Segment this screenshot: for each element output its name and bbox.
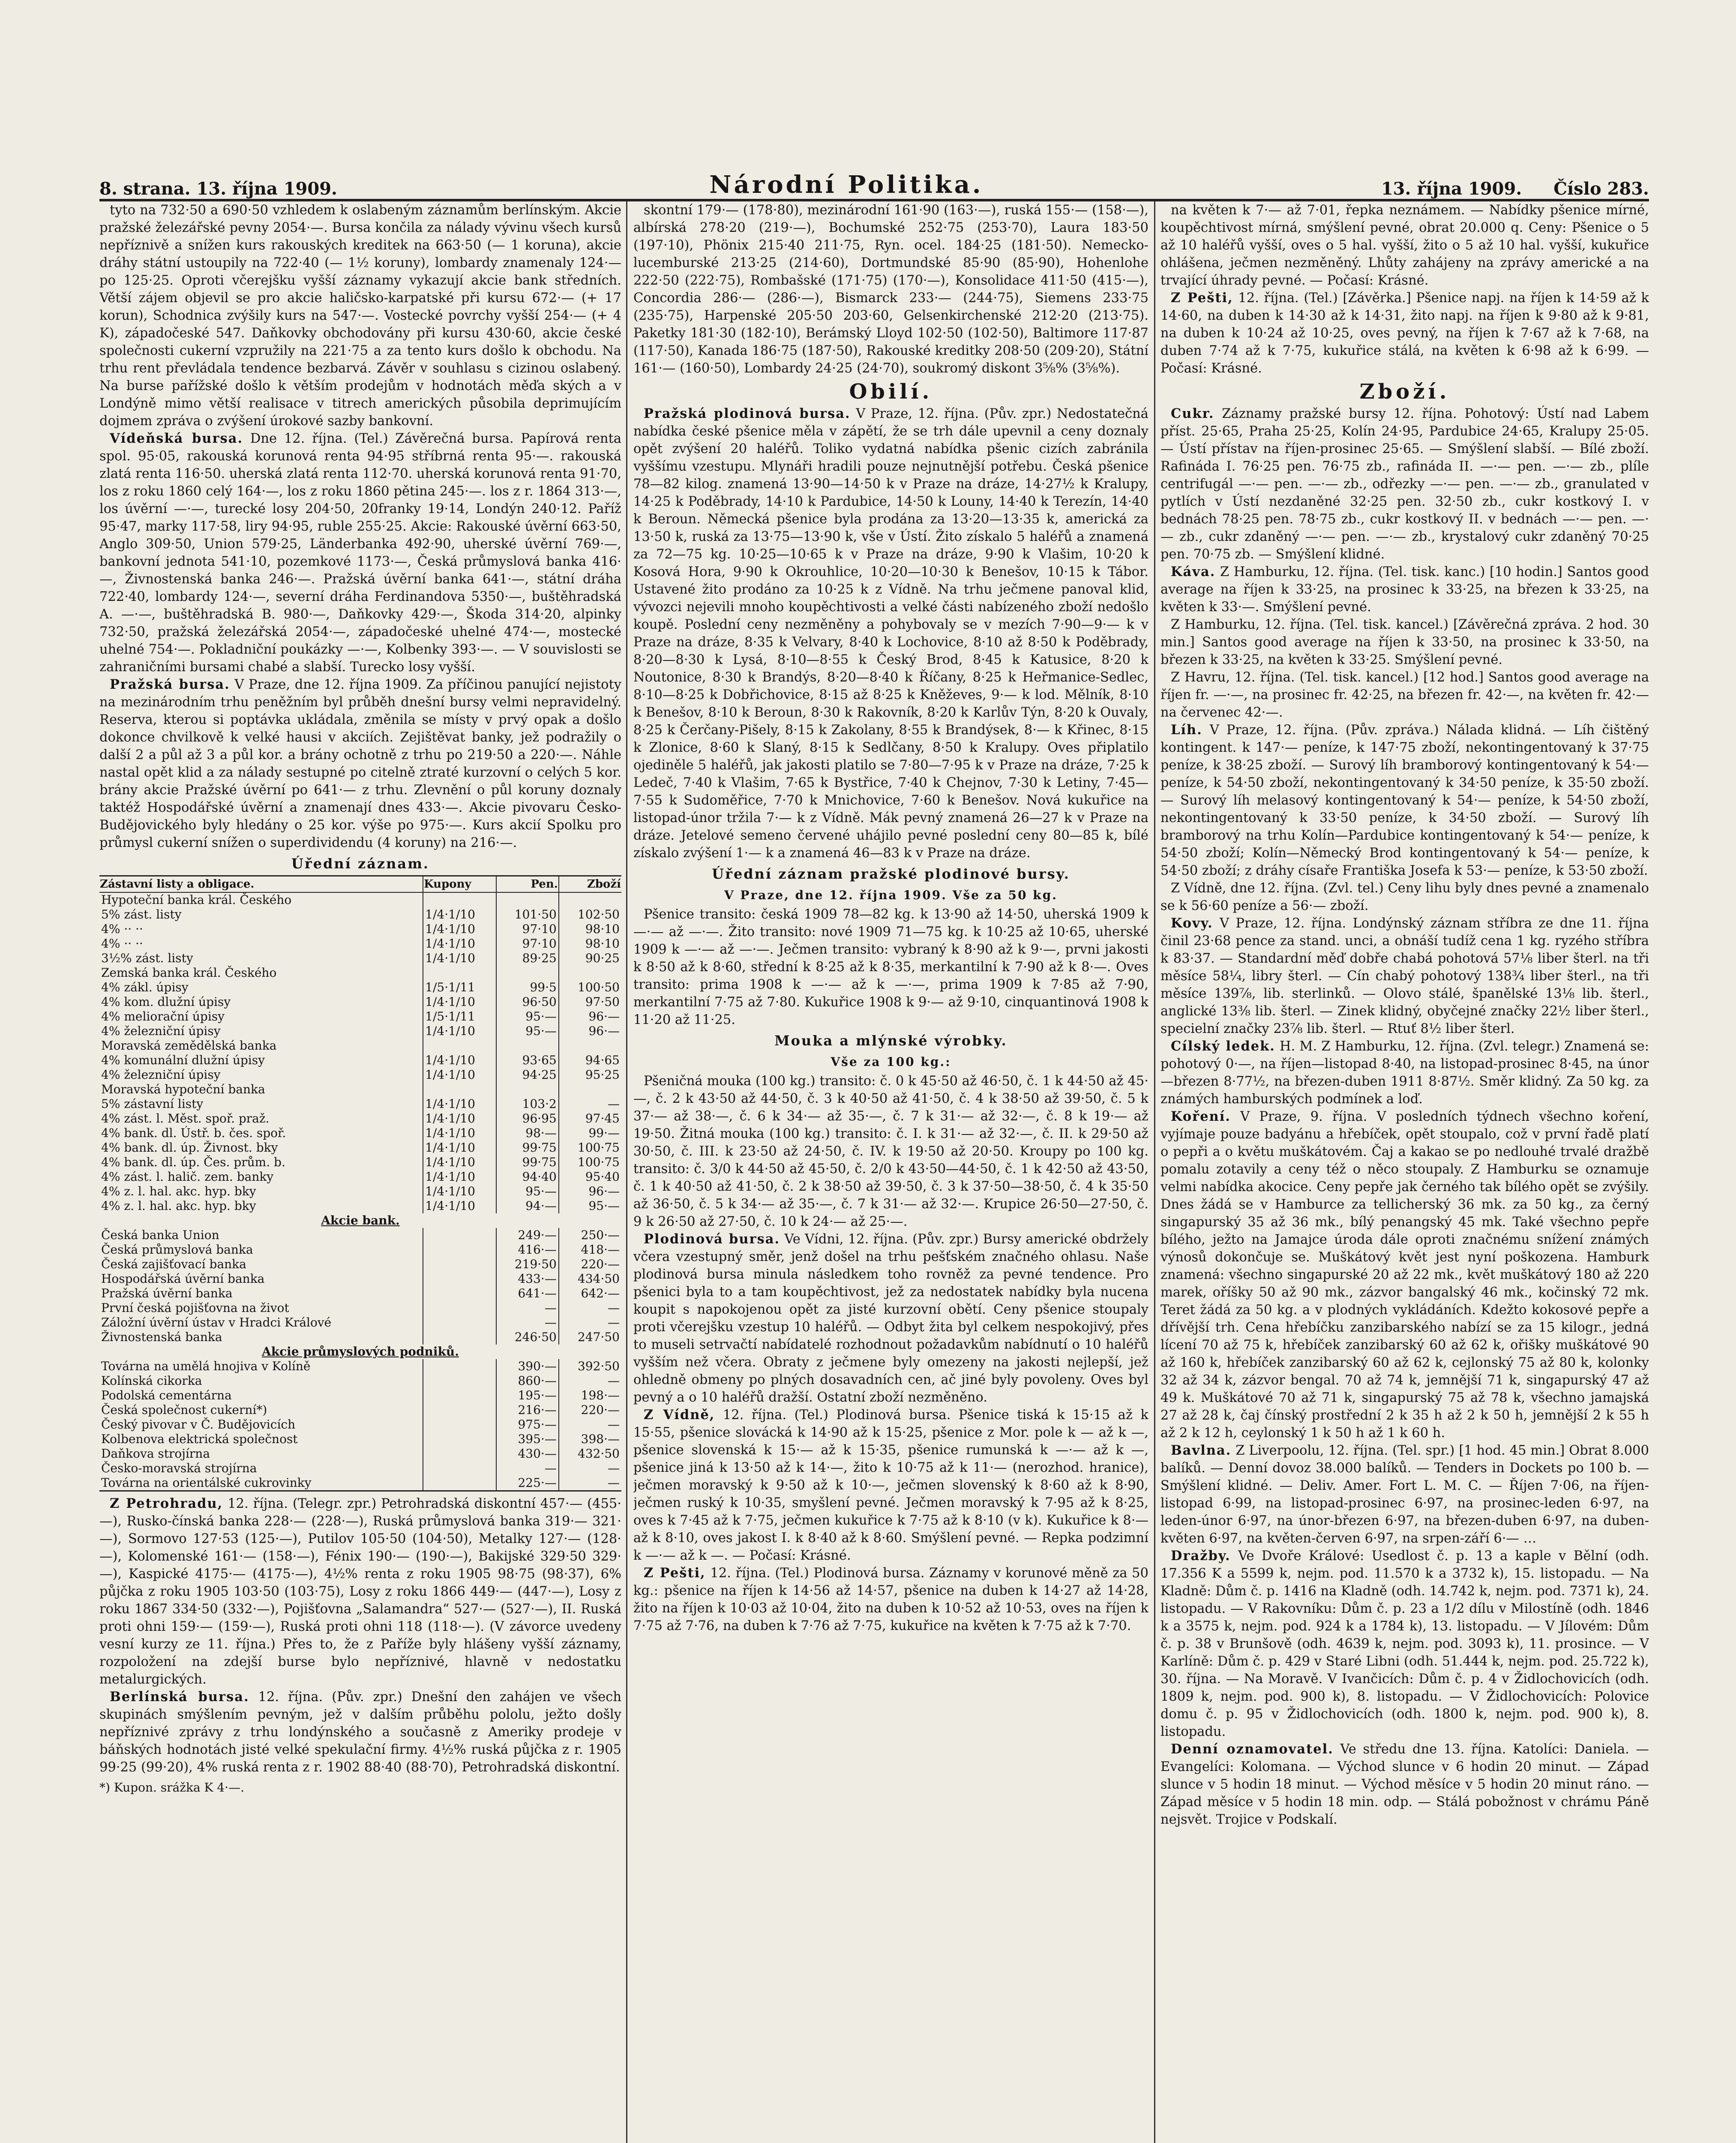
cotton-heading: Bavlna. — [1171, 1443, 1232, 1458]
vidne-heading: Z Vídně, — [644, 1407, 715, 1423]
prague-bourse-article — [99, 676, 621, 852]
prague-bourse-heading: Pražská bursa. — [110, 677, 230, 692]
security-name-cell: Česká banka Union — [101, 1228, 219, 1242]
coupon-cell — [423, 1315, 496, 1330]
money-price-cell: 95·— — [496, 1009, 559, 1024]
spirit-heading: Líh. — [1171, 722, 1202, 738]
table-row — [99, 1286, 621, 1301]
coupon-cell — [423, 1374, 496, 1388]
table-header-row — [99, 876, 621, 893]
coupon-cell — [423, 1417, 496, 1432]
auctions-article — [1160, 1547, 1649, 1741]
table-row — [99, 1038, 621, 1053]
money-price-cell: 225·— — [496, 1476, 559, 1491]
table-row — [99, 1024, 621, 1038]
table-row — [99, 951, 621, 966]
prague-grain-article — [633, 405, 1148, 862]
coupon-cell: 1/4·1/10 — [423, 1184, 496, 1199]
grain-section-heading: Obilí. — [849, 380, 933, 404]
pest-article — [633, 1564, 1148, 1635]
column-3 — [1160, 201, 1649, 2143]
money-price-cell: 97·10 — [496, 936, 559, 951]
goods-price-cell: 398·— — [559, 1432, 621, 1447]
coupon-cell: 1/4·1/10 — [423, 1170, 496, 1184]
security-name-cell: Živnostenská banka — [101, 1330, 222, 1344]
goods-price-cell: — — [559, 1097, 621, 1111]
security-name-cell: 4% zást. l. halič. zem. banky — [101, 1170, 274, 1184]
money-price-cell: 195·— — [496, 1388, 559, 1403]
money-price-cell: 249·— — [496, 1228, 559, 1243]
security-name-cell: 4% ·· ·· — [101, 922, 143, 936]
table-row — [99, 1359, 621, 1374]
money-price-cell: — — [496, 1301, 559, 1315]
table-row — [99, 1403, 621, 1417]
header-right — [1355, 179, 1649, 199]
goods-price-cell: — — [559, 1301, 621, 1315]
goods-price-cell: 96·— — [559, 1009, 621, 1024]
daily-notice-text: Ve středu dne 13. října. Katolíci: Daniela. — Evangelíci: Kolomana. — Východ slunce v 6 hodin 20 minut. — Západ slunce v 5 hodin 18 minut. — Východ měsíce v 5 hodin 20 minut ráno. — Západ měsíce v 5 hodin 18 min. odp. — Stálá pobožnost v chrámu Páně nejsvět. Trojice v Podskalí. — [1160, 1742, 1649, 1827]
security-name-cell: Pražská úvěrní banka — [101, 1286, 233, 1300]
money-price-cell: 93·65 — [496, 1053, 559, 1068]
goods-price-cell: 96·— — [559, 1024, 621, 1038]
table-row — [99, 1155, 621, 1170]
sugar-heading: Cukr. — [1171, 406, 1214, 421]
coupon-cell — [423, 1403, 496, 1417]
money-price-cell: 433·— — [496, 1272, 559, 1286]
coupon-cell: 1/4·1/10 — [423, 1097, 496, 1111]
column-1 — [99, 201, 621, 2143]
security-name-cell: Hypoteční banka král. Českého — [101, 893, 292, 907]
coupon-cell: 1/4·1/10 — [423, 995, 496, 1009]
money-price-cell: 430·— — [496, 1447, 559, 1461]
security-name-cell: Česko-moravská strojírna — [101, 1461, 257, 1475]
table-row — [99, 1111, 621, 1126]
table-row — [99, 1170, 621, 1184]
money-price-cell: 94·40 — [496, 1170, 559, 1184]
issue-number: Číslo 283. — [1553, 179, 1649, 199]
daily-notice-article — [1160, 1741, 1649, 1828]
money-price-cell: 416·— — [496, 1243, 559, 1257]
goods-price-cell: 97·50 — [559, 995, 621, 1009]
goods-price-cell — [559, 1038, 621, 1053]
security-name-cell: 4% bank. dl. úp. Živnost. bky — [101, 1141, 278, 1155]
goods-price-cell: 90·25 — [559, 951, 621, 966]
goods-price-cell — [559, 892, 621, 907]
money-price-cell: 103·2 — [496, 1097, 559, 1111]
money-price-cell: 860·— — [496, 1374, 559, 1388]
coupon-cell: 1/4·1/10 — [423, 951, 496, 966]
security-name-cell: 4% meliorační úpisy — [101, 1009, 225, 1023]
col-header-securities: Zástavní listy a obligace. — [99, 876, 423, 893]
money-price-cell: 94·— — [496, 1199, 559, 1213]
cotton-text: Z Liverpoolu, 12. října. (Tel. spr.) [1 hod. 45 min.] Obrat 8.000 balíků. — Denní dovoz 38.000 balíků. — Tenders in Dockets po 100 b. — Smýšlení klidné. — Deliv. Amer. Fort L. M. C. — Říjen 7·06, na říjen-listopad 6·99, na listopad-prosinec 6·97, na prosinec-leden 6·97, na leden-únor 6·97, na únor-březen 6·97, na březen-duben 6·97, na duben-květen 6·97, na květen-červen 6·97, na srpen-září 6·— … — [1160, 1443, 1649, 1546]
goods-price-cell: 642·— — [559, 1286, 621, 1301]
money-price-cell: 96·95 — [496, 1111, 559, 1126]
daily-notice-heading: Denní oznamovatel. — [1171, 1741, 1334, 1757]
security-name-cell: 4% z. l. hal. akc. hyp. bky — [101, 1199, 256, 1213]
spirit-text: V Praze, 12. října. (Pův. zpráva.) Nálada klidná. — Líh čištěný kontingent. k 147·— peníze, k 147·75 zboží, nekontingentovaný k 37·75 peníze, k 38·25 zboží. — Surový líh bramborový kontingentovaný k 54·— peníze, k 54·50 zboží, nekontingentovaný k 34·50 peníze, k 35·50 zboží. — Surový líh melasový kontingentovaný k 54·— peníze, k 54·50 zboží, nekontingentovaný k 33·50 peníze, k 34·50 zboží. — Surový líh bramborový na trhu Kolín—Pardubice kontingentovaný k 54·— peníze, k 54·50 zboží; Kolín—Německý Brod kontingentovaný k 54·— peníze, k 54·50 zboží; z dráhy císaře Františka Josefa k 53·— peníze, k 53·50 zboží. — [1160, 723, 1649, 878]
auctions-heading: Dražby. — [1171, 1548, 1231, 1564]
col-header-money: Pen. — [496, 876, 559, 893]
metals-heading: Kovy. — [1171, 915, 1213, 931]
goods-price-cell: 418·— — [559, 1243, 621, 1257]
goods-price-cell: — — [559, 1461, 621, 1476]
security-name-cell: 3½% zást. listy — [101, 951, 193, 965]
table-row — [99, 1272, 621, 1286]
table-row — [99, 1082, 621, 1097]
goods-price-cell: 434·50 — [559, 1272, 621, 1286]
pest-heading: Z Pešti, — [644, 1565, 706, 1581]
security-name-cell: 4% kom. dlužní úpisy — [101, 995, 231, 1009]
goods-price-cell: 250·— — [559, 1228, 621, 1243]
quotes-table-body — [99, 892, 621, 1491]
goods-price-cell: 220·— — [559, 1257, 621, 1272]
coupon-cell — [423, 1286, 496, 1301]
petrograd-heading: Z Petrohradu, — [110, 1496, 223, 1511]
coupon-cell — [423, 1461, 496, 1476]
goods-price-cell: 95·— — [559, 1199, 621, 1213]
security-name-cell: Daňkova strojírna — [101, 1447, 210, 1461]
table-row — [99, 1126, 621, 1141]
security-name-cell: 4% železniční úpisy — [101, 1024, 221, 1038]
security-name-cell: 4% komunální dlužní úpisy — [101, 1053, 265, 1067]
money-price-cell: 246·50 — [496, 1330, 559, 1345]
security-name-cell: Kolínská cikorka — [101, 1374, 202, 1388]
column-rule — [1154, 201, 1155, 2143]
vienna-bourse-article — [99, 430, 621, 676]
security-name-cell: Česká průmyslová banka — [101, 1243, 253, 1257]
goods-price-cell: 102·50 — [559, 907, 621, 922]
money-price-cell: 95·— — [496, 1024, 559, 1038]
coupon-cell: 1/4·1/10 — [423, 1024, 496, 1038]
table-row — [99, 1228, 621, 1243]
vienna-bourse-heading: Vídeňská bursa. — [110, 431, 243, 446]
table-group-row — [99, 1213, 621, 1228]
auctions-text: Ve Dvoře Králové: Usedlost č. p. 13 a kaple v Bělní (odh. 17.356 K a 5599 k, nejm. pod. 11.570 k a 3732 k), 15. listopadu. — Na Kladně: Dům č. p. 1416 na Kladně (odh. 14.742 k, nejm. pod. 7371 k), 24. listopadu. — V Rakovníku: Dům č. p. 23 a 1/2 dílu v Milostíně (odh. 1846 k a 3575 k, nejm. pod. 924 k a 1784 k), 13. listopadu. — V Jílovém: Dům č. p. 38 v Brunšově (odh. 4639 k, nejm. pod. 3093 k), 11. prosince. — V Karlíně: Dům č. p. 429 v Staré Libni (odh. 51.444 k, nejm. pod. 25.722 k), 30. října. — Na Moravě. V Ivančicích: Dům č. p. 4 v Židlochovicích (odh. 1809 k, nejm. pod. 900 k), 8. listopadu. — V Židlochovicích: Polovice domu č. p. 95 v Židlochovicích (odh. 1800 k, nejm. pod. 900 k), 8. listopadu. — [1160, 1549, 1649, 1739]
metals-text: V Praze, 12. října. Londýnský záznam stříbra ze dne 11. října činil 23·68 pence za stand. unci, a obnáší tudíž cena 1 kg. ryzého stříbra k 83·37. — Standardní měď dobře chabá pohotová 57⅛ liber šterl. na tři měsíce 58¼, libry šterl. — Cín chabý pohotový 138¾ liber šterl., na tři měsíce 139⅞, lib. sterlinků. — Olovo stálé, španělské 13⅛ lib. šterl., anglické 13⅜ lib. šterl. — Zinek klidný, obyčejné značky 22½ liber šterl., specielní značky 23⅞ lib. šterl. — Rtuť 8½ liber šterl. — [1160, 916, 1649, 1036]
money-price-cell: — — [496, 1315, 559, 1330]
money-price-cell — [496, 892, 559, 907]
money-price-cell: 96·50 — [496, 995, 559, 1009]
coupon-cell: 1/4·1/10 — [423, 907, 496, 922]
vienna-bourse-text: Dne 12. října. (Tel.) Závěrečná bursa. Papírová renta spol. 95·05, rakouská korunová renta 94·95 stříbrná renta 95·—. rakouská zlatá renta 116·50. uherská zlatá renta 112·70. uherská korunová renta 91·70, los z roku 1860 celý 164·—, los z roku 1860 pětina 245·—. los z r. 1864 313·—, los úvěrní —·—, turecké losy 204·50, 20franky 19·14, Londýn 240·12. Paříž 95·47, marky 117·58, liry 94·95, ruble 255·25. Akcie: Rakouské úvěrní 663·50, Anglo 309·50, Union 579·25, Länderbanka 492·90, uherské úvěrní 769·—, bankovní jednota 541·10, pozemkové 1173·—, Česká průmyslová banka 416·—, Živnostenská banka 246·—. Pražská úvěrní banka 641·—, státní dráha 722·40, lombardy 124·—, severní dráha Ferdinandova 5350·—, buštěhradská A. —·—, buštěhradská B. 980·—, Daňkovky 429·—, Škoda 314·20, alpinky 732·50, pražská železářská 2054·—, západočeské uhelné 474·—, mostecké uhelné 754·—. Pokladniční poukázky —·—, Kolbenky 393·—. — V souvislosti se zahraničními bursami chabé a slabší. Turecko losy vyšší. — [99, 431, 621, 675]
goods-price-cell: 99·— — [559, 1126, 621, 1141]
security-name-cell: Moravská zemědělská banka — [101, 1038, 277, 1053]
money-price-cell: 975·— — [496, 1417, 559, 1432]
coupon-cell — [423, 1432, 496, 1447]
money-price-cell: 95·— — [496, 1184, 559, 1199]
coupon-cell: 1/4·1/10 — [423, 1068, 496, 1082]
table-row — [99, 1301, 621, 1315]
coupon-cell — [423, 1447, 496, 1461]
goods-price-cell: 100·75 — [559, 1141, 621, 1155]
spice-text: V Praze, 9. října. V posledních týdnech všechno koření, vyjímaje pouze badyánu a hřebíček, opět stoupalo, což v první řadě platí o pepři a o květu muškátovém. Čaj a kakao se po nedlouhé trvalé dražbě pomalu zotavily a ceny též o něco stoupaly. Z Hamburku se oznamuje velmi nabídka akocice. Ceny pepře jak černého tak bílého opět se zvýšily. Dnes žádá se v Hamburce za tellicherský 36 mk. za 50 kg., za černý singapurský 35 až 36 mk., bílý penangský 45 mk. Také všechno pepře bílého, ježto na Jamajce úroda dále oproti značnému snížení známých výnosů dokončuje se. Muškátový květ jest nyní poškozena. Hamburk znamená: všechno singapurské 20 až 22 mk., květ muškátový 180 až 220 marek, oříšky 50 až 90 mk., zázvor bangalský 46 mk., kočinský 72 mk. Teret žádá za 50 kg. a v plodných vykládáních. Kdežto kokosové pepře a dřívější trh. Cena hřebíčku zanzibarského nabízí se za 15 kilogr., jedná lícení 70 až 75 k, hřebíček zanzibarský 60 až 62 k, ořišky muškátové 90 až 160 k, hřebíček zanzibarský 60 až 62 k, cejlonský 75 až 80 k, kolonky 32 až 34 k, zázvor bengal. 70 až 74 k, jemnější 71 k, singapurský 47 až 49 k. Muškátové 70 až 71 k, singapurský 75 až 78 k, všechno jamajská 27 až 28 k, čaj čínský prostřední 2 k 35 h až 2 k 50 h, jemnější 2 k 55 h až 2 k 12 h, ceylonský 1 k 50 h až 1 k 60 h. — [1160, 1109, 1649, 1441]
coupon-cell: 1/4·1/10 — [423, 1053, 496, 1068]
coupon-cell: 1/5·1/11 — [423, 1009, 496, 1024]
goods-price-cell: 247·50 — [559, 1330, 621, 1345]
flour-text: Pšeničná mouka (100 kg.) transito: č. 0 k 45·50 až 46·50, č. 1 k 44·50 až 45·—, č. 2 k 43·50 až 44·50, č. 3 k 40·50 až 41·50, č. 4 k 38·50 až 39·50, č. 5 k 37·— až 38·—, č. 6 k 34·— až 35·—, č. 7 k 31·— až 32·—, č. 8 k 19·— až 19·50. Žitná mouka (100 kg.) transito: č. I. k 31·— až 32·—, č. II. k 29·50 až 30·50, č. III. k 23·50 až 24·50, č. IV. k 19·50 až 20·50. Kroupy po 100 kg. transito: č. 3/0 k 44·50 až 45·50, č. 2/0 k 43·50—44·50, č. 1 k 42·50 až 43·50, č. 1 k 40·50 až 41·50, č. 2 k 38·50 až 39·50, č. 3 k 37·50—38·50, č. 4 k 35·50 až 36·50, č. 5 k 34·— až 35·—, č. 7 k 31·— až 32·—. Krupice 26·50—27·50, č. 9 k 26·50 až 27·50, č. 10 k 24·— až 25·—. — [633, 1074, 1148, 1229]
security-name-cell: Česká zajišťovací banka — [101, 1257, 246, 1271]
pest-closing-heading: Z Pešti, — [1171, 290, 1233, 306]
security-name-cell: Akcie bank. — [321, 1213, 400, 1228]
table-row — [99, 980, 621, 995]
sugar-article — [1160, 405, 1649, 563]
page-header — [99, 159, 1649, 201]
sugar-text: Záznamy pražské bursy 12. října. Pohotový: Ústí nad Labem příst. 25·65, Praha 25·25, Kolín 24·95, Pardubice 24·65, Kralupy 25·05. — Ústí přístav na říjen-prosinec 25·65. — Smýšlení slabší. — Bílé zboží. Rafináda I. 76·25 pen. 76·75 zb., rafináda II. —·— pen. —·— zb., plíle centrifugál —·— pen. —·— zb., odřezky —·— pen. —·— zb., granulated v pytlích v Ústí nezdaněné 32·25 pen. 32·50 zb., cukr kostkový I. v bednách 78·25 pen. 78·75 zb., cukr kostkový II. v bednách —·— pen. —·— zb., cukr zdaněný —·— pen. —·— zb., krystalový cukr zdaněný 70·25 pen. 70·75 zb. — Smýšlení klidné. — [1160, 406, 1649, 562]
security-name-cell: 4% železniční úpisy — [101, 1068, 221, 1082]
table-row — [99, 922, 621, 936]
table-row — [99, 1053, 621, 1068]
havre-coffee-text: Z Havru, 12. října. (Tel. tisk. kancel.) [12 hod.] Santos good average na říjen fr. —·—, na prosinec fr. 42·25, na březen fr. 42·—, na květen fr. 42·— na červenec 42·—. — [1160, 670, 1649, 720]
table-row — [99, 1243, 621, 1257]
coffee-article — [1160, 563, 1649, 616]
coupon-cell: 1/5·1/11 — [423, 980, 496, 995]
goods-price-cell: — — [559, 1315, 621, 1330]
table-row — [99, 936, 621, 951]
table-row — [99, 1315, 621, 1330]
berlin-heading: Berlínská bursa. — [110, 1689, 249, 1705]
saltpeter-text: H. M. Z Hamburku, 12. října. (Zvl. telegr.) Znamená se: pohotový 0·—, na říjen—listopad 8·40, na listopad-prosinec 8·45, na únor—březen 8·77½, na březen-duben 1911 8·87½. Směr klidný. Za 50 kg. za známých hamburských podmínek a loď. — [1160, 1039, 1649, 1107]
goods-price-cell: 392·50 — [559, 1359, 621, 1374]
cotton-article — [1160, 1442, 1649, 1547]
money-price-cell: 94·25 — [496, 1068, 559, 1082]
money-price-cell — [496, 1038, 559, 1053]
table-row — [99, 892, 621, 907]
vidne-article — [633, 1406, 1148, 1564]
vienna-grain-text: Ve Vídni, 12. října. (Pův. zpr.) Bursy americké obdržely včera vzestupný směr, jenž došel na trhu pešťském značného ohlasu. Naše plodinová bursa minula následkem toho rovněž za pevné tendence. Pro pšenici byla to a tam koupěchtivost, jež za nedostatek nabídky byla nucena koupit s napokojenou opět za jisté kurzovní obětí. Ceny pšenice stoupaly proti včerejšku vzestup 10 haléřů. — Odbyt žita byl celkem nespokojivý, přes to museli setrvačtí nabídatelé rozhodnout požadavkům nabídnutí o 10 haléřů vyšším než včera. Obraty z ječmene byly omezeny na jakosti nejlepší, jež ohledně obmeny po plných dosavadních cen, ač jiné byly povoleny. Oves byl pevný a o 10 haléřů dražší. Ostatní zboží nezměněno. — [633, 1232, 1148, 1405]
metals-article — [1160, 915, 1649, 1038]
coupon-cell — [423, 1301, 496, 1315]
money-price-cell: 99·75 — [496, 1141, 559, 1155]
goods-price-cell: 96·— — [559, 1184, 621, 1199]
prague-grain-text: V Praze, 12. října. (Pův. zpr.) Nedostatečná nabídka české pšenice měla v zápětí, že se trh dále upevnil a ceny doznaly opět zvýšení 20 haléřů. Toliko vydatná nabídka pšenic cizích zabránila vyššímu vzestupu. Mlynáři hradili pouze nejnutnější potřebu. Česká pšenice 78—82 kilog. znamená 13·90—14·50 k v Praze na dráze, 14·27½ k Kralupy, 14·25 k Poděbrady, 14·10 k Pardubice, 14·50 k Louny, 14·40 k Terezín, 14·40 k Beroun. Německá pšenice byla prodána za 13·20—13·35 k, americká za 13·50 k, ruská za 13·75—13·90 k, vše v Ústí. Žito získalo 5 haléřů a znamená za 72—75 kg. 10·25—10·65 k v Praze na dráze, 9·90 k Vlašim, 10·20 k Kosová Hora, 9·90 k Okrouhlice, 10·20—10·30 k Benešov, 10·15 k Tábor. Ustavené žito prodáno za 10·25 k z Vídně. Na trhu ječmene panoval klid, vývozci nejevili mnoho koupěchtivosti a velké části nabízeného zboží nedošlo koupě. Poslední ceny nezměněny a pohybovaly se v mezích 7·90—9·— k v Praze na dráze, 8·35 k Velvary, 8·40 k Lochovice, 8·10 až 8·50 k Poděbrady, 8·20—8·30 k Lysá, 8·10—8·55 k Český Brod, 8·45 k Katusice, 8·20 k Noutonice, 8·30 k Brandýs, 8·20—8·40 k Říčany, 8·25 k Heřmanice-Sedlec, 8·10—8·25 k Dobřichovice, 8·15 až 8·25 k Kněževes, 9·— k lod. Mělník, 8·10 k Benešov, 8·10 k Beroun, 8·30 k Rakovník, 8·20 k Karlův Týn, 8·20 k Ouvaly, 8·25 k Čerčany-Pišely, 8·15 k Zakolany, 8·55 k Brandýsek, 8·— k Křinec, 8·15 k Zlonice, 8·60 k Slaný, 8·15 k Sedlčany, 8·50 k Kralupy. Oves připlatilo ojediněle 5 haléřů, jak jakosti platilo se 7·80—7·95 k v Praze na dráze, 7·25 k Ledeč, 7·40 k Vlašim, 7·65 k Bystřice, 7·40 k Chejnov, 7·30 k Letiny, 7·45—7·55 k Sudoměřice, 7·70 k Mnichovice, 7·60 k Benešov. Nová kukuřice na listopad-únor tržila 7·— k z Vídně. Mák pevný znamená 26—27 k v Praze na dráze. Jetelové semeno červené uhájilo pevné poslední ceny 80—85 k, bílé získalo zvýšení 1·— k a znamená 46—83 k v Praze na dráze. — [633, 406, 1148, 861]
goods-price-cell — [559, 966, 621, 980]
saltpeter-article — [1160, 1038, 1649, 1108]
flour-heading: Mouka a mlýnské výrobky. — [774, 1032, 1007, 1049]
security-name-cell: 4% ·· ·· — [101, 936, 143, 951]
money-price-cell: 99·75 — [496, 1155, 559, 1170]
goods-price-cell: — — [559, 1476, 621, 1491]
table-row — [99, 1199, 621, 1213]
berlin-continued-text: skontní 179·— (178·80), mezinárodní 161·90 (163·—), ruská 155·— (158·—), albírská 278·20 (219·—), Bochumské 252·75 (253·70), Laura 183·50 (197·10), Phönix 215·40 211·75, Ryn. ocel. 184·25 (181·50). Nemecko-lucemburské 213·25 (214·60), Dortmundské 85·90 (85·90), Hohenlohe 222·50 (222·75), Rombašské (171·75) (170·—), Konsolidace 411·50 (415·—), Concordia 286·— (286·—), Bismarck 233·— (244·75), Siemens 233·75 (235·75), Harpenské 205·50 203·60, Gelsenkirchenské 212·20 (213·75). Paketky 181·30 (182·10), Berámský Lloyd 102·50 (102·50), Baltimore 117·87 (117·50), Kanada 186·75 (187·50), Rakouské kreditky 208·50 (209·20), Státní 161·— (160·50), Lombardy 24·25 (24·70), soukromý diskont 3⅝% (3⅝%). — [633, 203, 1148, 376]
goods-price-cell: 97·45 — [559, 1111, 621, 1126]
coupon-cell — [423, 1082, 496, 1097]
table-row — [99, 1447, 621, 1461]
pest-closing-text: 12. října. (Tel.) [Závěrka.] Pšenice napj. na říjen k 14·59 až k 14·60, na duben k 14·30 až k 14·31, žito napj. na říjen k 9·80 až k 9·81, na duben k 10·24 až 10·25, oves pevný, na říjen k 7·67 až k 7·68, na duben 7·74 až k 7·75, kukuřice stálá, na květen k 6·98 až k 6·99. — Počasí: Krásné. — [1160, 291, 1649, 376]
table-row — [99, 1009, 621, 1024]
goods-price-cell: 95·40 — [559, 1170, 621, 1184]
pest-closing-article — [1160, 289, 1649, 377]
security-name-cell: Česká společnost cukerní*) — [101, 1403, 267, 1417]
table-row — [99, 1257, 621, 1272]
berlin-text: 12. října. (Pův. zpr.) Dnešní den zahájen ve všech skupinách smýšlením pevným, jež v dalším průběhu pololu, ježto došly nepříznivé zprávy z trhu londýnského a současně z Ameriky prodeje v báňských hodnotách jisté velké spekulační firmy. 4½% ruská půjčka z r. 1905 99·25 (99·20), 4% ruská renta z r. 1902 88·40 (88·70), Petrohradská diskontní. — [99, 1690, 621, 1775]
coupon-cell — [423, 1330, 496, 1345]
table-row — [99, 995, 621, 1009]
money-price-cell: 390·— — [496, 1359, 559, 1374]
col-header-goods: Zboží — [559, 876, 621, 893]
goods-price-cell: 98·10 — [559, 936, 621, 951]
goods-price-cell: — — [559, 1417, 621, 1432]
security-name-cell: Továrna na orientálské cukrovinky — [101, 1476, 312, 1490]
spirit-vienna-text: Z Vídně, dne 12. října. (Zvl. tel.) Ceny lihu byly dnes pevné a znamenalo se k 56·60 peníze a 56·— zboží. — [1160, 881, 1649, 913]
security-name-cell: Kolbenova elektrická společnost — [101, 1432, 298, 1446]
flour-subheading: Vše za 100 kg.: — [831, 1055, 951, 1069]
column-rule — [626, 201, 627, 2143]
goods-price-cell: 432·50 — [559, 1447, 621, 1461]
security-name-cell: Záložní úvěrní ústav v Hradci Králové — [101, 1315, 332, 1330]
money-price-cell: 89·25 — [496, 951, 559, 966]
coupon-cell: 1/4·1/10 — [423, 1126, 496, 1141]
coffee-text: Z Hamburku, 12. října. (Tel. tisk. kanc.) [10 hodin.] Santos good average na říjen k 33·25, na prosinec k 33·25, na březen k 33·25, na květen k 33·—. Smýšlení pevné. — [1160, 564, 1649, 615]
table-row — [99, 1068, 621, 1082]
official-quotes-heading: Úřední záznam. — [291, 855, 430, 872]
coupon-cell: 1/4·1/10 — [423, 936, 496, 951]
petrograd-text: 12. října. (Telegr. zpr.) Petrohradská diskontní 457·— (455·—), Rusko-čínská banka 228·— (228·—), Ruská průmyslová banka 319·— 321·—), Sormovo 127·53 (125·—), Putilov 105·50 (104·50), Metalky 127·— (128·—), Kolomenské 161·— (158·—), Fénix 190·— (190·—), Bakijské 329·50 329·—), Kaspické 4175·— (4175·—), 4½% renta z roku 1905 98·75 (98·37), 6% půjčka z roku 1905 103·50 (103·75), Losy z roku 1866 449·— (447·—), Losy z roku 1867 334·50 (332·—), Pojišťovna „Salamandra“ 527·— (527·—), II. Ruská proti ohni 159·— (159·—), Ruská proti ohni 118 (118·—). (V závorce uvedeny vesní kurzy ze 11. října.) Přes to, že z Paříže byly hlášeny vyšší záznamy, rozpoložení na zdejší burse bylo nepříznivé, hlavně v nedostatku metalurgických. — [99, 1496, 621, 1687]
table-row — [99, 1374, 621, 1388]
coupon-cell — [423, 1388, 496, 1403]
coupon-cell: 1/4·1/10 — [423, 1155, 496, 1170]
security-name-cell: Akcie průmyslových podniků. — [261, 1345, 459, 1359]
money-price-cell — [496, 1082, 559, 1097]
money-price-cell: 98·— — [496, 1126, 559, 1141]
table-row — [99, 1476, 621, 1491]
coffee-heading: Káva. — [1171, 564, 1216, 579]
security-name-cell: 4% z. l. hal. akc. hyp. bky — [101, 1184, 256, 1198]
official-grain-text: Pšenice transito: česká 1909 78—82 kg. k 13·90 až 14·50, uherská 1909 k —·— až —·—. Žito transito: nové 1909 71—75 kg. k 10·25 až 10·65, uherské 1909 k —·— až —·—. Ječmen transito: vybraný k 8·90 až k 9·—, prvni jakosti k 8·50 až k 8·60, střední k 8·25 až k 8·35, merkantilní k 7·90 až k 8·—. Oves transito: prima 1908 k —·— až k —·—, prima 1909 k 7·85 až 7·90, merkantilní 7·75 až 7·80. Kukuřice 1908 k 9·— až 9·10, cinquantinová 1908 k 11·20 až 11·25. — [633, 907, 1148, 1027]
coupon-cell: 1/4·1/10 — [423, 1111, 496, 1126]
goods-section-heading: Zboží. — [1359, 380, 1450, 404]
page-number-date: 8. strana. 13. října 1909. — [99, 179, 337, 199]
newspaper-title: Národní Politika. — [709, 171, 983, 199]
footnote: *) Kupon. srážka K 4·—. — [99, 1780, 244, 1795]
table-row — [99, 1388, 621, 1403]
goods-price-cell — [559, 1082, 621, 1097]
security-name-cell: 4% zást. l. Měst. spoř. praž. — [101, 1111, 270, 1126]
money-price-cell: 641·— — [496, 1286, 559, 1301]
table-row — [99, 1432, 621, 1447]
coupon-cell — [423, 966, 496, 980]
official-grain-heading: Úřední záznam pražské plodinové bursy. — [712, 866, 1070, 882]
vidne-text: 12. října. (Tel.) Plodinová bursa. Pšenice tiská k 15·15 až k 15·55, pšenice slovácká k 14·90 až k 15·25, pšenice z Mor. pole k — až k —, pšenice slovenská k 15·— až k 15·35, pšenice rumunská k —·— až k —, pšenice jiná k 13·50 až k 14·—, žito k 10·75 až k 11·— (nerozhod. hranice), ječmen moravský k 9·50 až k 10·—, ječmen slovenský k 8·60 až k 8·90, ječmen ruský k 10·35, smyšlení pevné. Ječmen moravský k 7·95 až k 8·25, oves k 7·45 až k 7·75, ječmen kukuřice k 7·75 až k 8·10 (v k). Kukuřice k 8·— až k 8·10, oves jakost I. k 8·40 až k 8·60. Smýšlení pevné. — Repka podzimní k —·— až k —. — Počasí: Krásné. — [633, 1408, 1148, 1563]
money-price-cell: — — [496, 1461, 559, 1476]
coupon-cell — [423, 1257, 496, 1272]
security-name-cell: Český pivovar v Č. Budějovicích — [101, 1417, 296, 1432]
money-price-cell: 216·— — [496, 1403, 559, 1417]
petrograd-article — [99, 1495, 621, 1688]
coupon-cell — [423, 1038, 496, 1053]
spice-article — [1160, 1108, 1649, 1442]
pest-continued-text: na květen k 7·— až 7·01, řepka neznámem. — Nabídky pšenice mírné, koupěchtivost mírná, smýšlení pevné, obrat 20.000 q. Ceny: Pšenice o 5 až 10 haléřů vyšší, oves o 5 hal. vyšší, žito o 5 až 10 hal. vyšší, kukuřice ohlášena, ječmen nezměněný. Lhůty zahájeny na zprávy americké a na trvající úhrady pevné. — Počasí: Krásné. — [1160, 203, 1649, 288]
goods-price-cell: — — [559, 1374, 621, 1388]
header-date: 13. října 1909. — [1381, 179, 1522, 199]
goods-price-cell: 100·75 — [559, 1155, 621, 1170]
coupon-cell — [423, 1243, 496, 1257]
table-row — [99, 1330, 621, 1345]
pest-text: 12. října. (Tel.) Plodinová bursa. Záznamy v korunové měně za 50 kg.: pšenice na říjen k 14·56 až 14·57, pšenice na duben k 14·27 až 14·28, žito na říjen k 10·03 až 10·04, žito na duben k 10·52 až 10·53, oves na říjen k 7·75 až 7·76, na duben k 7·76 až 7·75, kukuřice na květen k 7·75 až k 7·70. — [633, 1566, 1148, 1633]
security-name-cell: Hospodářská úvěrní banka — [101, 1272, 265, 1286]
security-name-cell: Továrna na umělá hnojiva v Kolíně — [101, 1359, 311, 1373]
vienna-grain-article — [633, 1231, 1148, 1406]
goods-price-cell: 100·50 — [559, 980, 621, 995]
security-name-cell: Zemská banka král. Českého — [101, 966, 277, 980]
security-name-cell: 4% bank. dl. úp. Čes. prům. b. — [101, 1155, 285, 1169]
prague-bourse-text: V Praze, dne 12. října 1909. Za příčinou panující nejistoty na mezinárodním trhu peněžním byl průběh dnešní bursy velmi nepravidelný. Reserva, kterou si poptávka ukládala, změnila se místy v prvý opak a došlo dokonce chvilkově k velké hausi v akciích. Zejištěvat banky, jež podražily o další 2 a půl až 3 a půl kor. a brány ochotně z trhu po 219·50 a 220·—. Náhle nastal opět klid a za nálady sestupné po citelně ztraté kurzovní o celých 5 kor. brány akcie Pražské úvěrní po 641·— z trhu. Zlevnění o půl koruny doznaly taktéž Hospodářské úvěrní a znamenají dnes 433·—. Akcie pivovaru Česko-Budějovického byly hledány o 25 kor. výše po 975·—. Kurs akcií Spolku pro průmysl cukerní snížen o superdividendu (4 koruny) na 216·—. — [99, 677, 621, 850]
goods-price-cell: 94·65 — [559, 1053, 621, 1068]
column-2 — [633, 201, 1148, 2143]
table-row — [99, 1141, 621, 1155]
quotes-table — [99, 875, 621, 1492]
security-name-cell: První česká pojišťovna na život — [101, 1301, 289, 1315]
coupon-cell — [423, 1228, 496, 1243]
spirit-article — [1160, 721, 1649, 879]
money-price-cell: 97·10 — [496, 922, 559, 936]
berlin-article — [99, 1688, 621, 1776]
table-group-row — [99, 1345, 621, 1359]
coupon-cell: 1/4·1/10 — [423, 922, 496, 936]
security-name-cell: 4% bank. dl. Ústř. b. čes. spoř. — [101, 1126, 286, 1140]
coupon-cell: 1/4·1/10 — [423, 1141, 496, 1155]
col-header-coupons: Kupony — [423, 876, 496, 893]
prague-grain-heading: Pražská plodinová bursa. — [644, 406, 851, 421]
money-price-cell: 101·50 — [496, 907, 559, 922]
coupon-cell — [423, 1359, 496, 1374]
vienna-grain-heading: Plodinová bursa. — [644, 1231, 780, 1247]
coupon-cell — [423, 1476, 496, 1491]
table-row — [99, 1184, 621, 1199]
goods-price-cell: 98·10 — [559, 922, 621, 936]
security-name-cell: Moravská hypoteční banka — [101, 1082, 265, 1096]
money-price-cell: 99·5 — [496, 980, 559, 995]
table-row — [99, 966, 621, 980]
security-name-cell: 5% zástavní listy — [101, 1097, 204, 1111]
money-price-cell: 219·50 — [496, 1257, 559, 1272]
saltpeter-heading: Cílský ledek. — [1171, 1038, 1275, 1054]
security-name-cell: Podolská cementárna — [101, 1388, 232, 1402]
coupon-cell — [423, 1272, 496, 1286]
spice-heading: Koření. — [1171, 1109, 1231, 1124]
market-report-text: tyto na 732·50 a 690·50 vzhledem k oslabeným záznamům berlínským. Akcie pražské železářské pevny 2054·—. Bursa končila za nálady vývinu všech kursů nepříznivě a snížen kurs rakouských kreditek na 663·50 (— 1 koruna), akcie dráhy státní ustoupily na 722·40 (— 1½ koruny), lombardy znamenaly 124·— po 125·25. Oproti včerejšku vyšší záznamy vykazují akcie bank středních. Větší zájem objevil se pro akcie haličsko-karpatské při kursu 672·— (+ 17 korun), Schodnica zvýšily kurs na 547·—. Vostecké povrchy vyšší 254·— (+ 4 K), západočeské 547. Daňkovky obchodovány při kursu 430·60, akcie české společnosti cukerní vzpružily na 221·75 a za tento kurs došlo k obchodu. Na trhu rent převládala tendence bezbarvá. Závěr v souhlasu s cizinou oslabený. Na burse pařížské došlo k větším prodejům v hodnotách měďa ských a v Londýně mimo větší realisace v titrech amerických působila deprimujícím dojmem zpráva o zvýšení úrokové sazby bankovní. — [99, 203, 621, 429]
table-row — [99, 1417, 621, 1432]
coupon-cell — [423, 892, 496, 907]
money-price-cell — [496, 966, 559, 980]
goods-price-cell: 95·25 — [559, 1068, 621, 1082]
goods-price-cell: 220·— — [559, 1403, 621, 1417]
security-name-cell: 4% zákl. úpisy — [101, 980, 189, 994]
official-grain-subheading: V Praze, dne 12. října 1909. Vše za 50 kg. — [724, 888, 1058, 902]
hamburg-coffee-text: Z Hamburku, 12. října. (Tel. tisk. kancel.) [Závěrečná zpráva. 2 hod. 30 min.] Santos good average na říjen k 33·50, na prosinec k 33·50, na březen k 33·25, na květen k 33·25. Smýšlení pevné. — [1160, 617, 1649, 667]
goods-price-cell: 198·— — [559, 1388, 621, 1403]
coupon-cell: 1/4·1/10 — [423, 1199, 496, 1213]
table-row — [99, 1097, 621, 1111]
money-price-cell: 395·— — [496, 1432, 559, 1447]
table-row — [99, 1461, 621, 1476]
security-name-cell: 5% zást. listy — [101, 907, 182, 921]
table-row — [99, 907, 621, 922]
